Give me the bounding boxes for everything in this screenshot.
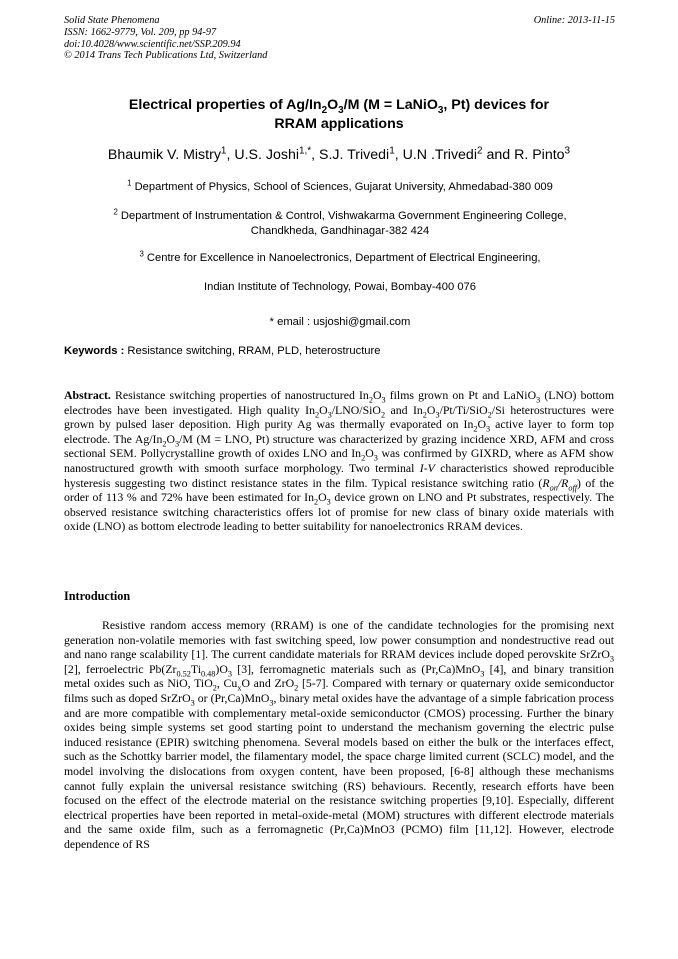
- sub: 0.48: [200, 669, 216, 679]
- title-sub: 3: [338, 104, 344, 116]
- aff-sup: 3: [139, 249, 144, 259]
- author: and R. Pinto: [482, 147, 565, 163]
- sub: 2: [162, 439, 167, 449]
- intro-text: O and ZrO: [241, 676, 295, 691]
- sub: 3: [536, 395, 541, 405]
- section-heading-introduction: Introduction: [64, 589, 131, 603]
- author-sup: 1,*: [299, 145, 312, 157]
- title-text: , Pt) devices for: [443, 97, 550, 113]
- sub: 3: [327, 409, 332, 419]
- keywords: [64, 345, 380, 357]
- sub: 2: [294, 683, 299, 693]
- corresponding-email: * email : usjoshi@gmail.com: [269, 316, 411, 328]
- abstract-italic: R: [561, 475, 569, 490]
- title-sub: 3: [437, 104, 444, 116]
- sub: 2: [487, 409, 492, 419]
- sub: 3: [435, 409, 440, 419]
- abstract-text: O: [477, 417, 487, 432]
- intro-text: Resistive random access memory (RRAM) is one of the candidate technologies for the promising next generation non-volatile memories with fast switching speed, low power consumption and nondestructive read out and nano range scalability [1]. The current candidate materials for RRAM devices include doped perovskite SrZrO: [64, 618, 614, 662]
- affiliation-1: [60, 180, 620, 195]
- intro-text: [2], ferroelectric Pb(Zr: [64, 661, 177, 676]
- abstract-text: /Si heterostructures were grown by pulsed laser deposition. High purity Ag was thermally evaporated on In: [64, 402, 615, 432]
- title-text: /M (M = LaNiO: [343, 97, 438, 113]
- aff-text: Department of Physics, School of Sciences, Gujarat University, Ahmedabad-380 009: [131, 181, 553, 193]
- intro-text: or (Pr,Ca)MnO: [194, 690, 270, 705]
- author-sup: 3: [564, 145, 571, 157]
- intro-text: , Cu: [216, 676, 238, 691]
- author-list: [40, 146, 638, 164]
- title-sub: 2: [321, 104, 328, 116]
- title-text: RRAM applications: [274, 116, 404, 132]
- keywords-label: Keywords :: [64, 345, 125, 357]
- abstract-text: /LNO/SiO: [331, 402, 381, 417]
- abstract-text: active layer to form top electrode. The Ag/In: [64, 417, 614, 446]
- abstract-text: /M (M = LNO, Pt) structure was characterized by grazing incidence XRD, AFM and cross sectional SEM. Pollycrystalline growth of oxides LNO and In: [64, 431, 614, 461]
- sub: x: [237, 683, 242, 693]
- abstract-text: O: [166, 431, 175, 446]
- intro-text: [3], ferromagnetic materials such as (Pr,Ca)MnO: [232, 661, 481, 676]
- journal-name: Solid State Phenomena: [64, 15, 160, 26]
- abstract-italic: /: [557, 475, 562, 490]
- sub: 3: [326, 497, 331, 507]
- abstract-text: Resistance switching properties of nanostructured In: [110, 388, 369, 402]
- abstract-text: characteristics showed reproducible hysteresis suggesting two distinct resistance states in the film. Typical resistance switching ratio (: [64, 460, 615, 490]
- author: , S.J. Trivedi: [311, 147, 390, 163]
- sub: 2: [314, 497, 319, 507]
- sub: 0.52: [176, 669, 191, 679]
- intro-text: [5-7]. Compared with ternary or quaternary oxide semiconductor films such as doped SrZrO: [64, 676, 615, 705]
- abstract-text: was confirmed by GIXRD, where as AFM show nanostructured growth with smooth surface morphology. Two terminal: [64, 446, 614, 475]
- aff-sup: 1: [127, 178, 132, 188]
- aff-text: Centre for Excellence in Nanoelectronics, Department of Electrical Engineering,: [143, 252, 541, 264]
- aff-text: Department of Instrumentation & Control, Vishwakarma Government Engineering College,: [117, 210, 567, 222]
- abstract-text: ) of the order of 113 % and 72% have been estimated for In: [64, 475, 614, 505]
- author: Bhaumik V. Mistry: [107, 147, 221, 163]
- affiliation-3-line2: Indian Institute of Technology, Powai, Bombay-400 076: [204, 281, 476, 293]
- abstract-italic: I-V: [419, 460, 435, 475]
- abstract-text: and In: [385, 402, 423, 417]
- aff-sup: 2: [113, 207, 118, 217]
- title-text: Electrical properties of Ag/In: [128, 97, 322, 113]
- author: , U.N .Trivedi: [394, 147, 477, 163]
- sub: 3: [609, 654, 614, 664]
- sub: 3: [227, 669, 232, 679]
- sub: 3: [190, 698, 195, 708]
- sub: 3: [486, 424, 491, 434]
- sub: 2: [368, 395, 373, 405]
- sub: 2: [212, 683, 217, 693]
- author-sup: 1: [389, 145, 395, 157]
- sub: 3: [381, 395, 386, 405]
- abstract-text: O: [319, 402, 328, 417]
- author-sup: 2: [476, 145, 483, 157]
- paper-title: [80, 96, 598, 134]
- abstract-italic: R: [542, 475, 550, 490]
- abstract-italic: on: [549, 482, 558, 492]
- affiliation-2: [60, 209, 620, 238]
- sub: 2: [422, 409, 427, 419]
- journal-issn: ISSN: 1662-9779, Vol. 209, pp 94-97: [64, 26, 217, 38]
- abstract-italic: off: [568, 482, 578, 492]
- abstract-text: device grown on LNO and Pt substrates, respectively. The observed resistance switching characteristics offers lot of promise for new class of binary oxide materials with oxide (LNO) as bottom electrode leading to better suitability for nanoelectronics RRAM devices.: [64, 490, 614, 534]
- abstract-text: O: [318, 490, 327, 505]
- author-sup: 1: [220, 145, 227, 157]
- abstract-text: O: [426, 402, 436, 417]
- title-text: O: [327, 97, 339, 113]
- sub: 2: [380, 409, 386, 419]
- abstract-text: (LNO) bottom electrodes have been investigated. High quality In: [64, 388, 614, 417]
- abstract-text: /Pt/Ti/SiO: [439, 402, 488, 417]
- sub: 3: [480, 669, 485, 679]
- affiliation-3: [60, 251, 620, 266]
- abstract-text: O: [365, 446, 374, 461]
- introduction-paragraph: [64, 618, 614, 852]
- sub: 2: [473, 424, 478, 434]
- journal-header: [64, 15, 267, 62]
- keywords-text: Resistance switching, RRAM, PLD, heterostructure: [124, 345, 381, 357]
- journal-doi: doi:10.4028/www.scientific.net/SSP.209.94: [64, 38, 241, 50]
- abstract: [64, 388, 614, 534]
- sub: 2: [361, 453, 366, 463]
- abstract-text: films grown on Pt and LaNiO: [385, 388, 537, 402]
- sub: 3: [269, 698, 274, 708]
- abstract-text: O: [372, 388, 382, 402]
- journal-copyright: © 2014 Trans Tech Publications Ltd, Switzerland: [64, 50, 268, 62]
- sub: 2: [315, 409, 320, 419]
- intro-text: Ti: [190, 661, 201, 676]
- abstract-label: Abstract.: [64, 388, 111, 402]
- intro-text: , binary metal oxides have the advantage of a simple fabrication process and are more compatible with complementary metal-oxide semiconductor (CMOS) processing. Further the binary oxides being simple systems set good starting point to understand the mechanism governing the electric pulse induced resistance (EPIR) switching phenomena. Several models based on either the bulk or the interfaces effect, such as the Schottky barrier model, the filamentary model, the space charge limited current (SCLC) model, and the model involving the dislocations from oxygen content, have been proposed, [6-8] although these mechanisms cannot fully explain the universal resistance switching (RS) behaviours. Recently, research efforts have been focused on the effect of the electrode material on the resistance switching properties [9,10]. Especially, different electrical properties have been reported in metal-oxide-metal (MOM) structures with different electrode materials and the same oxide film, such as a ferromagnetic (Pr,Ca)MnO3 (PCMO) film [11,12]. However, electrode dependence of RS: [64, 690, 614, 851]
- sub: 3: [175, 439, 180, 449]
- online-date: Online: 2013-11-15: [533, 15, 615, 26]
- sub: 3: [373, 453, 378, 463]
- author: , U.S. Joshi: [226, 147, 299, 163]
- aff-text: Chandkheda, Gandhinagar-382 424: [250, 224, 430, 237]
- intro-text: )O: [215, 661, 228, 676]
- intro-text: [4], and binary transition metal oxides such as NiO, TiO: [64, 661, 614, 691]
